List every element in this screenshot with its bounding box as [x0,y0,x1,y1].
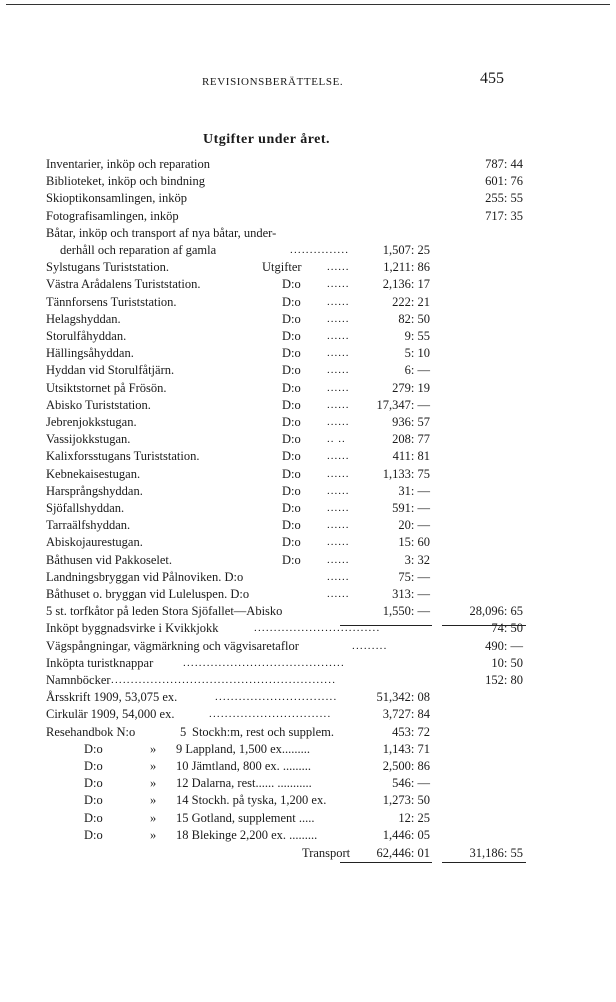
station-label: Helagshyddan. [46,312,121,326]
handbook-row [0,827,616,844]
station-row [0,534,616,551]
row-amount: 453: 72 [392,725,430,739]
station-label: Vassijokkstugan. [46,432,131,446]
station-amount: 2,136: 17 [382,277,430,291]
subtotal-rule-2 [340,862,432,863]
leader-dots: ...... [327,554,350,566]
handbook-amount: 1,273: 50 [382,793,430,807]
leader-dots: ...... [327,588,350,600]
station-label: Tarraälfshyddan. [46,518,131,532]
station-label: Storulfåhyddan. [46,329,127,343]
station-sub: D:o [282,484,301,498]
row-amount: 1,507: 25 [382,243,430,257]
ledger-row [0,173,616,190]
station-sub: D:o [282,398,301,412]
station-row [0,259,616,276]
handbook-amount: 12: 25 [398,811,430,825]
row-label: Cirkulär 1909, 54,000 ex. [46,707,175,721]
station-amount: 5: 10 [404,346,430,360]
station-total: 28,096: 65 [469,604,523,618]
station-sub: D:o [282,553,301,567]
handbook-text: 15 Gotland, supplement ..... [176,811,315,825]
station-label: Hällingsåhyddan. [46,346,134,360]
station-sub: D:o [282,277,301,291]
edition-text: Stockh:m, rest och supplem. [192,725,334,739]
leader-dots: ...... [327,347,350,359]
section-title: Utgifter under året. [203,132,331,147]
station-amount: 1,133: 75 [382,467,430,481]
handbook-text: 10 Jämtland, 800 ex. ......... [176,759,312,773]
station-amount: 936: 57 [392,415,430,429]
leader-dots: ......................................... [183,657,345,669]
station-amount: 3: 32 [404,553,430,567]
ledger-row [0,724,616,741]
leader-dots: ...... [327,278,350,290]
station-row [0,500,616,517]
leader-dots: ...... [327,571,350,583]
ledger-row [0,190,616,207]
station-row [0,569,616,586]
station-sub: D:o [282,518,301,532]
row-amount: 601: 76 [485,174,523,188]
handbook-amount: 546: — [392,776,430,790]
station-label: Landningsbryggan vid Pålnoviken. D:o [46,570,244,584]
station-amount: 411: 81 [392,449,430,463]
ditto-label: D:o [84,759,103,773]
station-amount: 6: — [404,363,430,377]
handbook-amount: 2,500: 86 [382,759,430,773]
station-row [0,294,616,311]
station-label: Abiskojaurestugan. [46,535,143,549]
station-row [0,431,616,448]
leader-dots: ............... [290,244,350,256]
ditto-label: D:o [84,811,103,825]
station-label: Utsiktstornet på Frösön. [46,381,167,395]
station-row [0,328,616,345]
row-label: Fotografisamlingen, inköp [46,209,179,223]
ditto-mark: » [150,742,157,756]
station-amount: 222: 21 [392,295,430,309]
station-amount: 279: 19 [392,381,430,395]
ditto-label: D:o [84,793,103,807]
row-total: 490: — [485,639,523,653]
station-amount: 20: — [398,518,430,532]
handbook-row [0,758,616,775]
handbook-row [0,775,616,792]
leader-dots: ...... [327,468,350,480]
station-row [0,448,616,465]
leader-dots: ...... [327,450,350,462]
station-amount: 9: 55 [404,329,430,343]
station-label: Kalixforsstugans Turiststation. [46,449,200,463]
transport-amount: 62,446: 01 [376,846,430,860]
station-row [0,414,616,431]
leader-dots: ...... [327,485,350,497]
row-label: Inventarier, inköp och reparation [46,157,211,171]
ledger-row [0,208,616,225]
handbook-text: 18 Blekinge 2,200 ex. ......... [176,828,318,842]
station-amount: 208: 77 [392,432,430,446]
station-sub: D:o [282,346,301,360]
page-number: 455 [480,70,504,87]
ledger-row [0,242,616,259]
station-row [0,603,616,620]
ditto-label: D:o [84,776,103,790]
station-row [0,466,616,483]
handbook-text: 12 Dalarna, rest...... ........... [176,776,312,790]
transport-total: 31,186: 55 [469,846,523,860]
row-label: Vägspångningar, vägmärkning och vägvisaretaflor [46,639,299,653]
station-sub: D:o [282,467,301,481]
ditto-mark: » [150,776,157,790]
row-amount: 787: 44 [485,157,523,171]
ledger-row [0,706,616,723]
station-sub: D:o [282,381,301,395]
station-sub: D:o [282,501,301,515]
station-sub: D:o [282,432,301,446]
total-rule-1 [442,625,526,626]
leader-dots: ......... [352,640,388,652]
ledger-row [0,156,616,173]
row-label: Resehandbok N:o [46,725,136,739]
ditto-mark: » [150,793,157,807]
row-amount: 3,727: 84 [382,707,430,721]
station-label: Båthuset o. bryggan vid Luleluspen. D:o [46,587,250,601]
leader-dots: ...... [327,330,350,342]
station-amount: 15: 60 [398,535,430,549]
row-label: derhåll och reparation af gamla [60,243,217,257]
leader-dots: .. .. [327,433,346,445]
leader-dots: ...... [327,502,350,514]
leader-dots: ...... [327,261,350,273]
station-amount: 17,347: — [376,398,430,412]
station-amount: 591: — [392,501,430,515]
leader-dots: ...... [327,296,350,308]
ledger-row [0,655,616,672]
station-label: Harsprångshyddan. [46,484,143,498]
ledger-row [0,689,616,706]
station-row [0,276,616,293]
handbook-row [0,810,616,827]
ditto-label: D:o [84,742,103,756]
station-row [0,552,616,569]
ledger-row [0,225,616,242]
row-label: Årsskrift 1909, 53,075 ex. [46,690,178,704]
station-amount: 313: — [392,587,430,601]
row-label: Båtar, inköp och transport af nya båtar, under- [46,226,277,240]
ditto-label: D:o [84,828,103,842]
station-amount: 75: — [398,570,430,584]
ditto-mark: » [150,828,157,842]
handbook-row [0,741,616,758]
station-sub: D:o [282,535,301,549]
station-sub: D:o [282,415,301,429]
station-amount: 82: 50 [398,312,430,326]
station-row [0,483,616,500]
leader-dots: ................................ [254,622,381,634]
station-sub: D:o [282,363,301,377]
station-row [0,380,616,397]
ledger-row [0,672,616,689]
subtotal-rule [340,625,432,626]
leader-dots: ...... [327,313,350,325]
station-amount: 1,550: — [382,604,430,618]
station-label: Västra Arådalens Turiststation. [46,277,201,291]
station-row [0,362,616,379]
station-row [0,517,616,534]
row-amount: 255: 55 [485,191,523,205]
station-sub: D:o [282,329,301,343]
station-label: Sylstugans Turiststation. [46,260,169,274]
leader-dots: ......................................................... [111,674,337,686]
row-total: 74: 50 [491,621,523,635]
station-label: Tännforsens Turiststation. [46,295,177,309]
handbook-row [0,792,616,809]
station-label: Båthusen vid Pakkoselet. [46,553,173,567]
station-row [0,311,616,328]
row-label: Skioptikonsamlingen, inköp [46,191,187,205]
total-rule-2 [442,862,526,863]
handbook-text: 9 Lappland, 1,500 ex......... [176,742,311,756]
station-row [0,586,616,603]
row-amount: 51,342: 08 [376,690,430,704]
station-amount: 1,211: 86 [383,260,430,274]
station-sub: Utgifter [262,260,302,274]
leader-dots: ...... [327,536,350,548]
leader-dots: ............................... [215,691,338,703]
handbook-amount: 1,143: 71 [382,742,430,756]
station-label: Kebnekaisestugan. [46,467,141,481]
row-total: 10: 50 [491,656,523,670]
row-label: Inköpt byggnadsvirke i Kvikkjokk [46,621,219,635]
row-label: Namnböcker [46,673,111,687]
station-sub: D:o [282,312,301,326]
leader-dots: ...... [327,382,350,394]
ditto-mark: » [150,759,157,773]
leader-dots: ...... [327,416,350,428]
leader-dots: ...... [327,399,350,411]
station-row [0,397,616,414]
leader-dots: ...... [327,519,350,531]
station-label: Hyddan vid Storulfåtjärn. [46,363,175,377]
transport-row [0,845,616,862]
ledger-row [0,638,616,655]
station-label: Abisko Turiststation. [46,398,151,412]
station-label: 5 st. torfkåtor på leden Stora Sjöfallet—Abisko [46,604,283,618]
ledger-row [0,620,616,637]
row-label: Inköpta turistknappar [46,656,154,670]
transport-label: Transport [302,846,351,860]
top-rule [6,4,610,5]
row-total: 152: 80 [485,673,523,687]
station-amount: 31: — [398,484,430,498]
row-amount: 717: 35 [485,209,523,223]
leader-dots: ...... [327,364,350,376]
handbook-text: 14 Stockh. på tyska, 1,200 ex. [176,793,327,807]
station-label: Sjöfallshyddan. [46,501,125,515]
ditto-mark: » [150,811,157,825]
station-label: Jebrenjokkstugan. [46,415,137,429]
station-sub: D:o [282,449,301,463]
running-header: REVISIONSBERÄTTELSE. [202,76,344,88]
edition-number: 5 [180,725,187,739]
handbook-amount: 1,446: 05 [382,828,430,842]
row-label: Biblioteket, inköp och bindning [46,174,206,188]
station-sub: D:o [282,295,301,309]
leader-dots: ............................... [209,708,332,720]
station-row [0,345,616,362]
